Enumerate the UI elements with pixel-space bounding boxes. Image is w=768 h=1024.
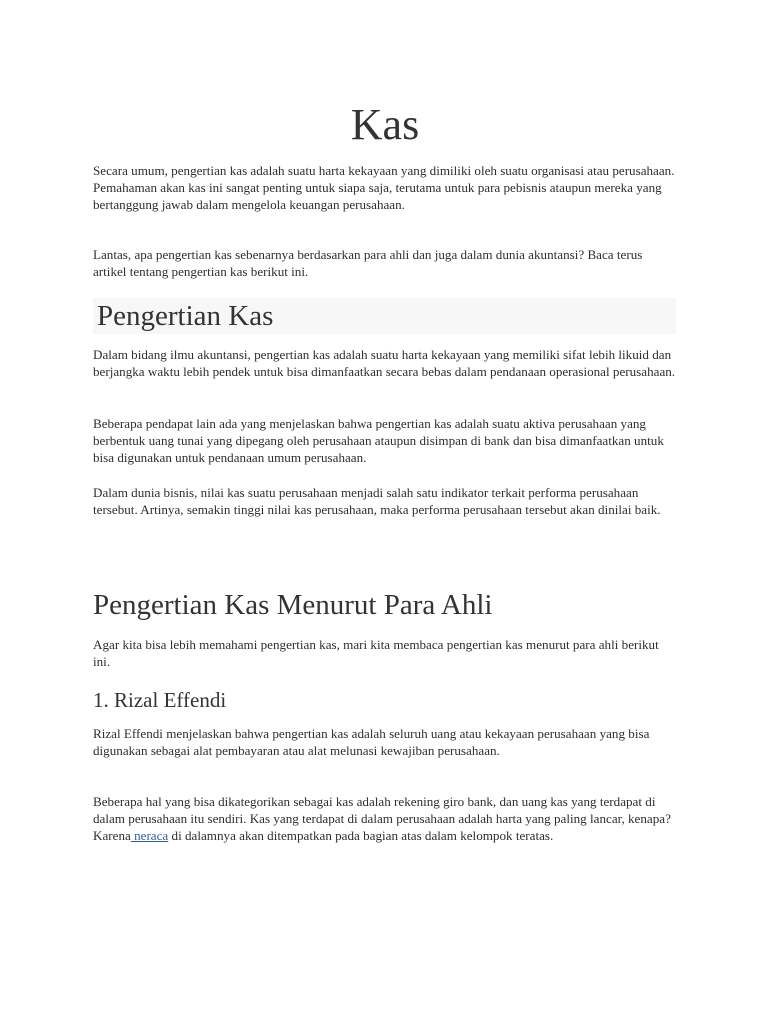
rizal-effendi-paragraph-1	[93, 725, 677, 759]
document-title: Kas	[350, 100, 420, 149]
section1-paragraph-3	[93, 484, 677, 518]
section2-paragraph-1	[93, 636, 677, 670]
paragraph-text: Lantas, apa pengertian kas sebenarnya berdasarkan para ahli dan juga dalam dunia akuntansi? Baca terus artikel tentang pengertian kas berikut ini.	[93, 247, 643, 280]
section-heading-pengertian-kas	[93, 298, 676, 334]
paragraph-text: Dalam dunia bisnis, nilai kas suatu perusahaan menjadi salah satu indikator terkait performa perusahaan tersebut. Artinya, semakin tinggi nilai kas perusahaan, maka performa perusahaan tersebut akan dinilai baik.	[93, 485, 661, 518]
section-heading-text: Pengertian Kas	[97, 300, 274, 332]
paragraph-text: Beberapa pendapat lain ada yang menjelaskan bahwa pengertian kas adalah suatu aktiva perusahaan yang berbentuk uang tunai yang dipegang oleh perusahaan ataupun disimpan di bank dan bisa dimanfaatkan untuk bisa digunakan untuk pendanaan umum perusahaan.	[93, 416, 664, 466]
rizal-effendi-paragraph-2	[93, 793, 677, 845]
section1-paragraph-2	[93, 415, 677, 467]
intro-paragraph-1	[93, 162, 677, 214]
paragraph-text: Dalam bidang ilmu akuntansi, pengertian kas adalah suatu harta kekayaan yang memiliki sifat lebih likuid dan berjangka waktu lebih pendek untuk bisa dimanfaatkan secara bebas dalam pendanaan operasional perusahaan.	[93, 347, 676, 380]
paragraph-text	[93, 793, 677, 845]
neraca-link[interactable]: neraca	[130, 828, 169, 844]
subheading-rizal-effendi: 1. Rizal Effendi	[93, 688, 227, 712]
paragraph-text: Rizal Effendi menjelaskan bahwa pengertian kas adalah seluruh uang atau kekayaan perusahaan yang bisa digunakan sebagai alat pembayaran atau alat melunasi kewajiban perusahaan.	[93, 726, 650, 759]
intro-paragraph-2	[93, 246, 677, 280]
paragraph-text: Agar kita bisa lebih memahami pengertian kas, mari kita membaca pengertian kas menurut para ahli berikut ini.	[93, 637, 659, 670]
paragraph-text-before-link: Beberapa hal yang bisa dikategorikan sebagai kas adalah rekening giro bank, dan uang kas yang terdapat di dalam perusahaan itu sendiri. Kas yang terdapat di dalam perusahaan adalah harta yang paling lancar, kenapa? Karena	[93, 794, 671, 844]
section1-paragraph-1	[93, 346, 677, 380]
section-heading-menurut-para-ahli: Pengertian Kas Menurut Para Ahli	[93, 589, 493, 621]
paragraph-text: Secara umum, pengertian kas adalah suatu harta kekayaan yang dimiliki oleh suatu organisasi atau perusahaan. Pemahaman akan kas ini sangat penting untuk siapa saja, terutama untuk para pebisnis ataupun mereka yang bertanggung jawab dalam mengelola keuangan perusahaan.	[93, 163, 675, 213]
paragraph-text-after-link: di dalamnya akan ditempatkan pada bagian atas dalam kelompok teratas.	[168, 828, 554, 844]
